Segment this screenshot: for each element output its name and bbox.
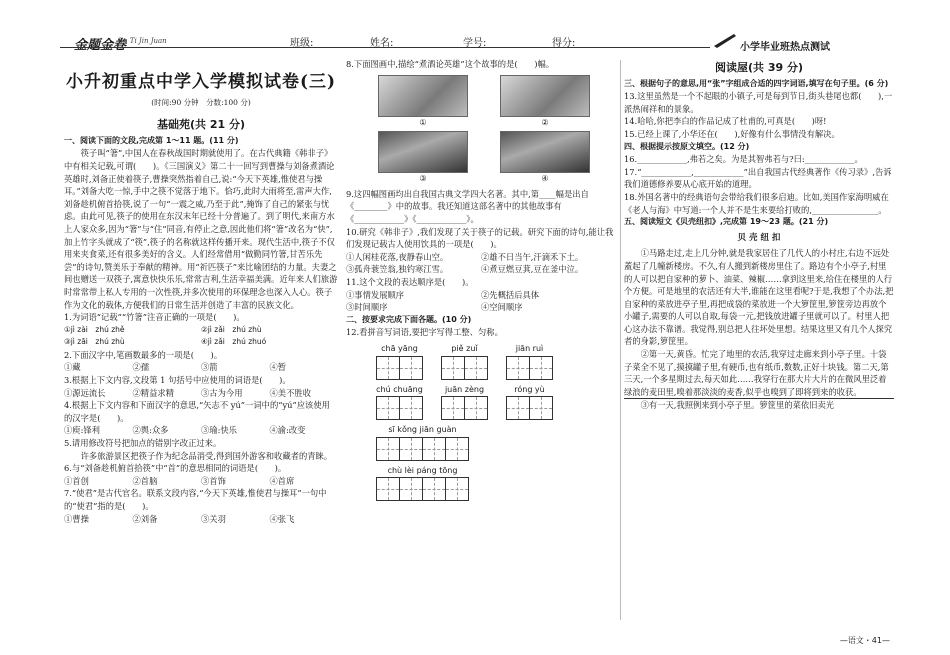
question-11-options-row1	[346, 289, 616, 302]
option[interactable]: ①首创	[64, 475, 89, 486]
pinyin-word	[376, 465, 469, 502]
pinyin-label: chú chuāng	[376, 384, 423, 394]
writing-grid[interactable]	[506, 396, 553, 420]
option[interactable]: ④渝:改变	[269, 425, 306, 436]
pinyin-row	[376, 424, 616, 461]
question-6: 6.与“刘备趁机俯首拾筷”中“首”的意思相同的词语是( )。	[64, 463, 287, 474]
illustration-3[interactable]	[378, 131, 468, 173]
option[interactable]: ③时间顺序	[346, 302, 388, 313]
question-10-options-row1	[346, 251, 616, 264]
story-paragraph: ①马路走过,走上几分钟,就是我家居住了几代人的小村庄,右边不远处蓋起了几幢新楼房。不久,有人搬到新楼房里住了。路边有个小亭子,村里的人可以把自家种的萝卜、油菜、辣椒……拿到这里来,给住在楼里的人行个方便。可是地里的农活还有大半,谁能在这里看呢?于是,我想了个办法,把自家种的菜放进亭子里,再把成袋的菜放进一个大箩筐里,箩筐旁边再放个小罐子,需要的人可以自取,每袋一元,把钱放进罐子里就可以了。村里人把心这办法不靠谱。我觉得,别总把人往坏处里想。结果这里又有几个人探究者的身影,箩筐里。	[624, 248, 894, 347]
exam-title: 小升初重点中学入学模拟试卷(三)	[65, 72, 337, 92]
writing-grid[interactable]	[376, 396, 423, 420]
pinyin-label: chā yāng	[381, 343, 418, 353]
section-2-heading: 二、按要求完成下面各题。(10 分)	[346, 314, 472, 324]
pinyin-label: piě zuǐ	[451, 343, 478, 353]
illustration-1[interactable]	[378, 75, 468, 117]
pinyin-word	[376, 424, 469, 461]
option[interactable]: ③jì zāi zhú zhù	[64, 337, 125, 347]
option[interactable]: ④空间顺序	[481, 302, 523, 313]
option[interactable]: ③古为今用	[201, 387, 243, 398]
option[interactable]: ②孺	[132, 362, 150, 373]
header-rule	[60, 47, 710, 48]
question-4-options	[64, 424, 338, 437]
question-4: 4.根据上下文内容和下面汉字的意思,“矢志不 yú”一词中的“yú”应该使用的汉字是( )。	[64, 400, 330, 423]
option[interactable]: ②雄不日当午,汗滴禾下土。	[481, 251, 584, 262]
pinyin-label: jiān ruì	[515, 343, 544, 353]
option[interactable]: ①事情发展顺序	[346, 289, 405, 300]
option[interactable]: ③瑜:快乐	[201, 425, 237, 436]
option[interactable]: ④美不胜收	[269, 387, 311, 398]
illustration-label: ④	[541, 174, 549, 184]
option[interactable]: ①庾:锋利	[64, 425, 100, 436]
question-1-options-row1	[64, 324, 338, 337]
writing-grid[interactable]	[376, 437, 469, 461]
question-8: 8.下面图画中,描绘“煮酒论英雄”这个故事的是( )幅。	[346, 59, 555, 69]
pinyin-word	[376, 343, 423, 380]
option[interactable]: ③孤舟蓑笠翁,独钓寒江雪。	[346, 264, 449, 275]
option[interactable]: ①jì zài zhú zhě	[64, 324, 125, 334]
section-1-heading: 一、阅读下面的文段,完成第 1～11 题。(11 分)	[64, 135, 239, 145]
class-label: 班级:	[290, 38, 314, 49]
series-title: 小学毕业班热点测试	[740, 42, 830, 53]
id-label: 学号:	[463, 38, 487, 49]
option[interactable]: ③关羽	[201, 513, 226, 524]
question-10: 10.研究《韩非子》,我们发现了关于筷子的记载。研究下面的诗句,能让我们发现记载古人使用饮具的一项是( )。	[346, 226, 614, 250]
pinyin-label: juān zèng	[444, 384, 485, 394]
pinyin-word	[376, 384, 423, 421]
page-number: —语文・41—	[839, 636, 890, 645]
pinyin-word	[506, 343, 553, 380]
illustration-grid	[378, 75, 616, 186]
pen-icon	[712, 30, 738, 50]
exam-time-score: (时间:90 分钟 分数:100 分)	[151, 97, 251, 107]
pinyin-label: chù lèi páng tōng	[387, 465, 458, 475]
illustration-label: ②	[541, 117, 549, 127]
question-17: 17.“____________,____________”出自我国古代经典著作《传习录》,告诉我们道德修养要从心底开始的道理。	[624, 166, 892, 190]
question-2-options	[64, 361, 338, 374]
question-9: 9.这四幅图画均出自我国古典文学四大名著。其中,第____幅是出自《________》中的故事。我还知道这部名著中的其他故事有《____________》《____________》。	[346, 188, 589, 224]
question-5-text: 许多旅游景区把筷子作为纪念品消受,得到国外游客和收藏者的青睐。	[80, 450, 333, 461]
illustration-label: ①	[419, 117, 427, 127]
option[interactable]: ①源远流长	[64, 387, 106, 398]
illustration-4[interactable]	[500, 131, 590, 173]
passage-paragraph: 筷子叫“箸”,中国人在春秋战国时期就使用了。在古代典籍《韩非子》中有相关记载,可谓( )。《三国演义》第二十一回写到曹操与刘备煮酒论英雄时,刘备正使着筷子,曹操突然指着自己,说:“今天下英雄,惟使君与操耳。”刘备大吃一惊,手中之筷不觉落于地下。恰巧,此时大雨将至,雷声大作,刘备趁机俯首拾筷,说了一句“一震之威,乃至于此”,掩饰了自己的紧张与忧虑。由此可见,筷子的使用在东汉末年已经十分普遍了。到了明代,来南方水上人家众多,因为“箸”与“住”同音,有停止之意,因此他们将“箸”改名为“快”,加上竹字头就成了“筷”,筷子的名称就这样传播开来。现代生活中,筷子不仅用来夹食菜,还有很多美好的含义。人们经常借用“做勤同竹箸,甘苦乐先尝”的诗句,赞美乐于奉献的精神。用“祈匹筷子”来比喻团结的力量。夫妻之间也赠送一双筷子,寓意快快乐乐,常常吉利,生活幸福美满。近年来人们旅游时常常带上私人专用的一次性筷,并多次使用的环保理念也深入人心。筷子作为文化的载体,方便我们的日常生活并创造了丰富的民族文化。	[64, 148, 338, 310]
writing-grid[interactable]	[441, 356, 488, 380]
option[interactable]: ④煮豆燃豆萁,豆在釜中泣。	[481, 264, 584, 275]
option[interactable]: ②精益求精	[132, 387, 174, 398]
section-4-heading: 四、根据提示按原文填空。(12 分)	[624, 141, 750, 151]
option[interactable]: ①人闲桂花落,夜静春山空。	[346, 251, 449, 262]
writing-grid[interactable]	[506, 356, 553, 380]
question-3-options	[64, 387, 338, 400]
question-3: 3.根据上下文内容,文段第 1 句括号中应使用的词语是( )。	[64, 375, 291, 386]
option[interactable]: ③首饰	[201, 475, 226, 486]
section-5-heading: 五、阅读短文《贝壳纽扣》,完成第 19～23 题。(21 分)	[624, 217, 829, 227]
question-7-options	[64, 513, 338, 526]
pinyin-row	[376, 384, 616, 421]
question-6-options	[64, 475, 338, 488]
pinyin-row	[376, 343, 616, 380]
question-7: 7.“使君”是古代官名。联系文段内容,“今天下英雄,惟使君与操耳”一句中的“使君”指的是( )。	[64, 488, 327, 511]
pinyin-label: róng yù	[514, 384, 545, 394]
question-11-options-row2	[346, 301, 616, 314]
pinyin-word	[441, 384, 488, 421]
section-reading-heading: 阅读屋(共 39 分)	[714, 61, 804, 74]
option[interactable]: ②jì zǎi zhú zhù	[201, 324, 262, 334]
story-paragraph: ③有一天,我照例来到小亭子里。箩筐里的菜依旧卖光	[640, 400, 835, 411]
question-11: 11.这个文段的表达顺序是( )。	[346, 276, 474, 287]
name-label: 姓名:	[370, 38, 394, 49]
section-basic-heading: 基础苑(共 21 分)	[156, 118, 246, 132]
question-12: 12.看拼音写词语,要把字写得工整、匀称。	[346, 327, 503, 338]
column-divider	[620, 60, 621, 620]
option[interactable]: ④jì zǎi zhú zhuó	[201, 337, 267, 347]
question-1: 1.为词语“记载”“竹箸”注音正确的一项是( )。	[64, 312, 245, 323]
question-16: 16.____________,弗若之矣。为是其智弗若与?曰:____________。	[624, 154, 863, 165]
writing-grid[interactable]	[441, 396, 488, 420]
question-13: 13.这里虽然是一个不起眼的小镇子,可是每到节日,街头巷尾也都( ),一派热闹祥和的景象。	[624, 91, 893, 114]
question-10-options-row2	[346, 263, 616, 276]
option[interactable]: ④张飞	[269, 513, 295, 524]
option[interactable]: ④暂	[269, 362, 287, 373]
page-header	[0, 0, 950, 53]
column-left	[64, 58, 338, 525]
question-18: 18.外国名著中的经典语句会带给我们很多启迪。比如,美国作家海明威在《老人与海》中写道:一个人并不是生来要给打败的,________________。	[624, 191, 889, 215]
brand-logo-subtitle: Jin Ti Jin Juan	[118, 37, 167, 45]
brand-logo: 金题金卷	[74, 38, 127, 53]
option[interactable]: ②舆:众多	[132, 425, 169, 436]
question-15: 15.已经上课了,小华还在( ),好像有什么事情没有解决。	[624, 128, 840, 139]
question-14: 14.哈哈,你把李白的作品记成了杜甫的,可真是( )呀!	[624, 116, 827, 127]
option[interactable]: ①藏	[64, 362, 81, 373]
story-paragraph: ②第一天,黄昏。忙完了地里的农活,我穿过走廊来到小亭子里。十袋子菜全不见了,摸摸罐子里,有硬币,也有纸币,数数,正好十块钱。第二天,第三天,一个多星期过去,每天如此……我穿行在那大片大片的在微风里泛着绿浪的麦田里,嗅着那淡淡的麦香,似乎也嗅到了即将到来的收获。	[624, 348, 894, 399]
writing-grid[interactable]	[376, 477, 469, 501]
option[interactable]: ①曹操	[64, 513, 89, 524]
column-right	[624, 58, 894, 412]
score-label: 得分:	[552, 38, 576, 49]
option[interactable]: ③箭	[201, 362, 218, 373]
question-2: 2.下面汉字中,笔画数最多的一项是( )。	[64, 349, 223, 360]
pinyin-label: sī kǒng jiān guàn	[388, 425, 457, 435]
option[interactable]: ②刘备	[132, 513, 158, 524]
illustration-2[interactable]	[500, 75, 590, 117]
pinyin-word	[506, 384, 553, 421]
option[interactable]: ④首席	[269, 475, 295, 486]
writing-grid[interactable]	[376, 356, 423, 380]
pinyin-row	[376, 465, 616, 502]
section-3-heading: 三、根据句子的意思,用“张”字组成合适的四字词语,填写在句子里。(6 分)	[624, 78, 889, 88]
question-5: 5.请用修改符号把加点的错别字改正过来。	[64, 438, 222, 449]
story-title: 贝 壳 纽 扣	[737, 232, 781, 243]
option[interactable]: ②先概括后具体	[481, 289, 540, 300]
option[interactable]: ②首脑	[132, 475, 158, 486]
column-middle	[346, 58, 616, 501]
illustration-label: ③	[419, 174, 427, 184]
question-1-options-row2	[64, 336, 338, 349]
pinyin-word	[441, 343, 488, 380]
